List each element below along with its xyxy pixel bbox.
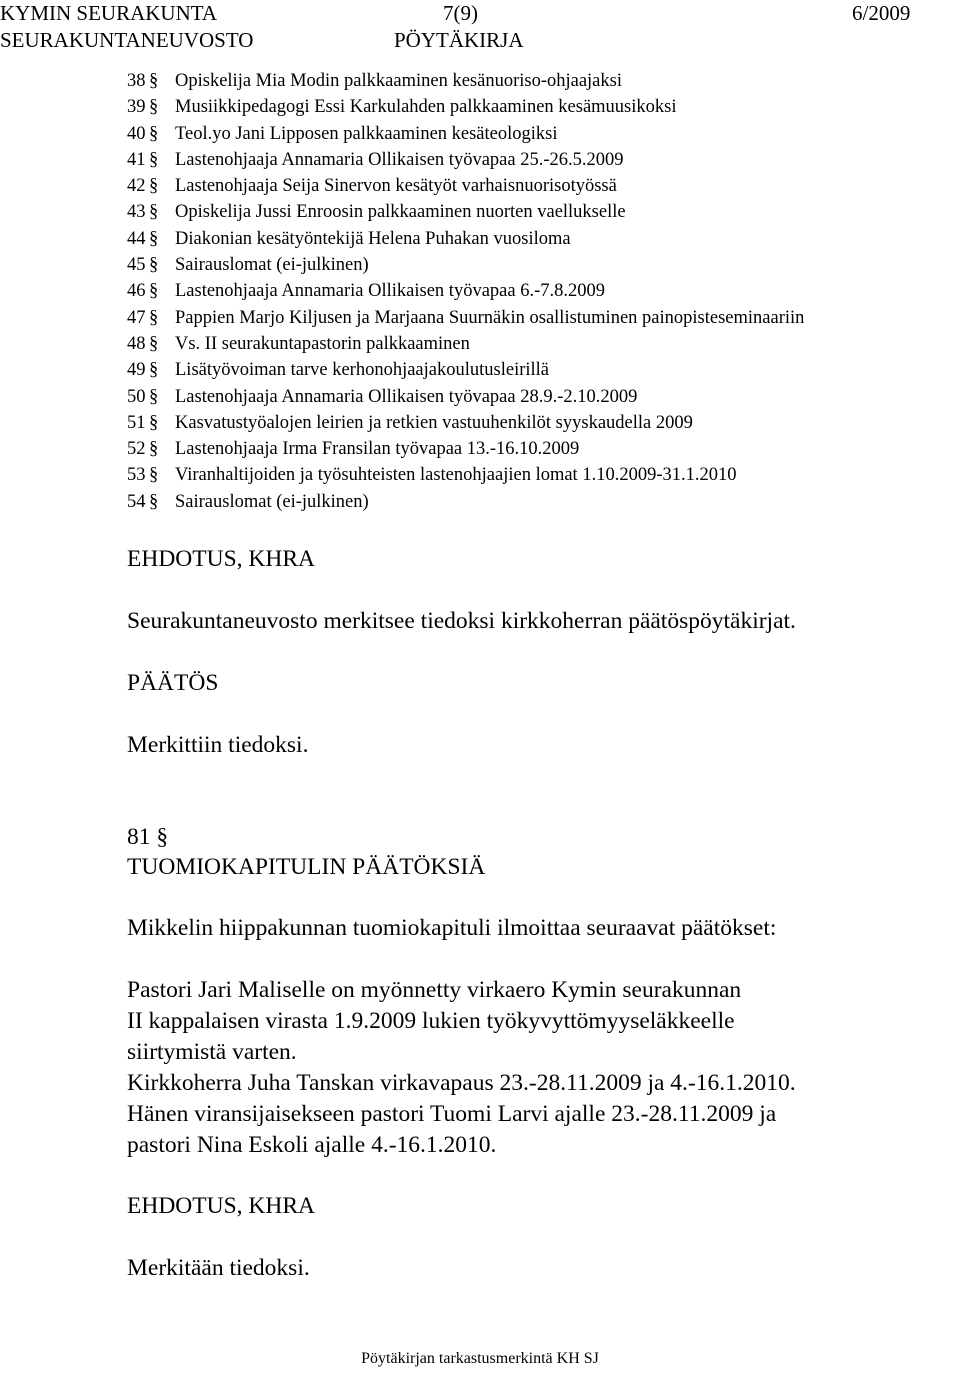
detail-line: Pastori Jari Maliselle on myönnetty virkaero Kymin seurakunnan (127, 977, 742, 1003)
section-mark-icon: § (149, 307, 159, 328)
item-text: Opiskelija Jussi Enroosin palkkaaminen nuorten vaellukselle (175, 202, 626, 223)
item-number: 44 (127, 228, 146, 249)
item-number: 53 (127, 465, 146, 486)
section-mark-icon: § (149, 228, 159, 249)
list-item (127, 94, 960, 120)
detail-line: siirtymistä varten. (127, 1039, 297, 1065)
list-item (127, 436, 960, 462)
item-text: Lastenohjaaja Annamaria Ollikaisen työvapaa 28.9.-2.10.2009 (175, 386, 638, 407)
item-number: 41 (127, 149, 146, 170)
item-number: 47 (127, 307, 146, 328)
item-text: Musiikkipedagogi Essi Karkulahden palkkaaminen kesämuusikoksi (175, 97, 677, 118)
section-mark-icon: § (149, 465, 159, 486)
item-number: 51 (127, 412, 146, 433)
item-number: 40 (127, 123, 146, 144)
issue-number: 6/2009 (852, 1, 911, 25)
item-text: Teol.yo Jani Lipposen palkkaaminen kesäteologiksi (175, 123, 558, 144)
item-text: Sairauslomat (ei-julkinen) (175, 491, 369, 512)
section-mark-icon: § (149, 71, 159, 91)
section-number (127, 826, 168, 850)
document-type: PÖYTÄKIRJA (394, 28, 524, 52)
section-mark-icon: § (149, 97, 159, 118)
item-number: 50 (127, 386, 146, 407)
section-title: TUOMIOKAPITULIN PÄÄTÖKSIÄ (127, 854, 486, 880)
review-footer: Pöytäkirjan tarkastusmerkintä KH SJ (361, 1350, 599, 1367)
item-text: Vs. II seurakuntapastorin palkkaaminen (175, 333, 470, 354)
section-mark-icon: § (149, 333, 159, 354)
list-item (127, 410, 960, 436)
section-mark-icon: § (149, 123, 159, 144)
section-mark-icon: § (149, 202, 159, 223)
item-number: 49 (127, 360, 146, 381)
item-number: 43 (127, 202, 146, 223)
decision-text: Merkittiin tiedoksi. (127, 732, 309, 758)
section-mark-icon: § (149, 491, 159, 512)
item-text: Opiskelija Mia Modin palkkaaminen kesänuoriso-ohjaajaksi (175, 71, 622, 91)
item-number: 46 (127, 281, 146, 302)
section-mark-icon: § (156, 824, 169, 850)
section-mark-icon: § (149, 255, 159, 276)
detail-line: Kirkkoherra Juha Tanskan virkavapaus 23.-28.11.2009 ja 4.-16.1.2010. (127, 1070, 796, 1096)
item-number: 54 (127, 491, 146, 512)
list-item (127, 305, 960, 331)
section-mark-icon: § (149, 360, 159, 381)
body-name: SEURAKUNTANEUVOSTO (0, 28, 254, 52)
proposal-heading-2: EHDOTUS, KHRA (127, 1193, 315, 1219)
item-text: Lastenohjaaja Annamaria Ollikaisen työvapaa 25.-26.5.2009 (175, 149, 624, 170)
proposal-text-2: Merkitään tiedoksi. (127, 1255, 310, 1281)
item-text: Pappien Marjo Kiljusen ja Marjaana Suurnäkin osallistuminen painopisteseminaariin (175, 307, 805, 328)
detail-line: pastori Nina Eskoli ajalle 4.-16.1.2010. (127, 1132, 497, 1158)
item-text: Lastenohjaaja Seija Sinervon kesätyöt varhaisnuorisotyössä (175, 176, 617, 197)
item-text: Lastenohjaaja Annamaria Ollikaisen työvapaa 6.-7.8.2009 (175, 281, 605, 302)
section-mark-icon: § (149, 412, 159, 433)
list-item (127, 226, 960, 252)
page-number: 7(9) (443, 1, 478, 25)
decision-list (127, 68, 960, 515)
section-mark-icon: § (149, 281, 159, 302)
item-text: Lisätyövoiman tarve kerhonohjaajakoulutusleirillä (175, 360, 550, 381)
section-mark-icon: § (149, 176, 159, 197)
decision-details (127, 975, 947, 1161)
item-number: 38 (127, 71, 146, 91)
section-number-value: 81 (127, 824, 151, 850)
list-item (127, 357, 960, 383)
org-name: KYMIN SEURAKUNTA (0, 1, 218, 25)
list-item (127, 173, 960, 199)
item-text: Sairauslomat (ei-julkinen) (175, 255, 369, 276)
section-intro: Mikkelin hiippakunnan tuomiokapituli ilmoittaa seuraavat päätökset: (127, 915, 777, 941)
list-item (127, 199, 960, 225)
decision-heading: PÄÄTÖS (127, 670, 219, 696)
item-text: Kasvatustyöalojen leirien ja retkien vastuuhenkilöt syyskaudella 2009 (175, 412, 693, 433)
item-text: Diakonian kesätyöntekijä Helena Puhakan vuosiloma (175, 228, 571, 249)
list-item (127, 331, 960, 357)
list-item (127, 121, 960, 147)
list-item (127, 147, 960, 173)
item-number: 39 (127, 97, 146, 118)
item-number: 42 (127, 176, 146, 197)
list-item (127, 278, 960, 304)
list-item (127, 68, 960, 94)
section-mark-icon: § (149, 439, 159, 460)
proposal-heading: EHDOTUS, KHRA (127, 546, 315, 572)
section-mark-icon: § (149, 149, 159, 170)
proposal-text: Seurakuntaneuvosto merkitsee tiedoksi kirkkoherran päätöspöytäkirjat. (127, 608, 796, 634)
list-item (127, 252, 960, 278)
detail-line: Hänen viransijaisekseen pastori Tuomi Larvi ajalle 23.-28.11.2009 ja (127, 1101, 777, 1127)
item-number: 52 (127, 439, 146, 460)
item-number: 45 (127, 255, 146, 276)
item-text: Lastenohjaaja Irma Fransilan työvapaa 13.-16.10.2009 (175, 439, 580, 460)
list-item (127, 384, 960, 410)
list-item (127, 489, 960, 515)
detail-line: II kappalaisen virasta 1.9.2009 lukien työkyvyttömyyseläkkeelle (127, 1008, 735, 1034)
section-mark-icon: § (149, 386, 159, 407)
item-text: Viranhaltijoiden ja työsuhteisten lastenohjaajien lomat 1.10.2009-31.1.2010 (175, 465, 737, 486)
item-number: 48 (127, 333, 146, 354)
list-item (127, 462, 960, 488)
